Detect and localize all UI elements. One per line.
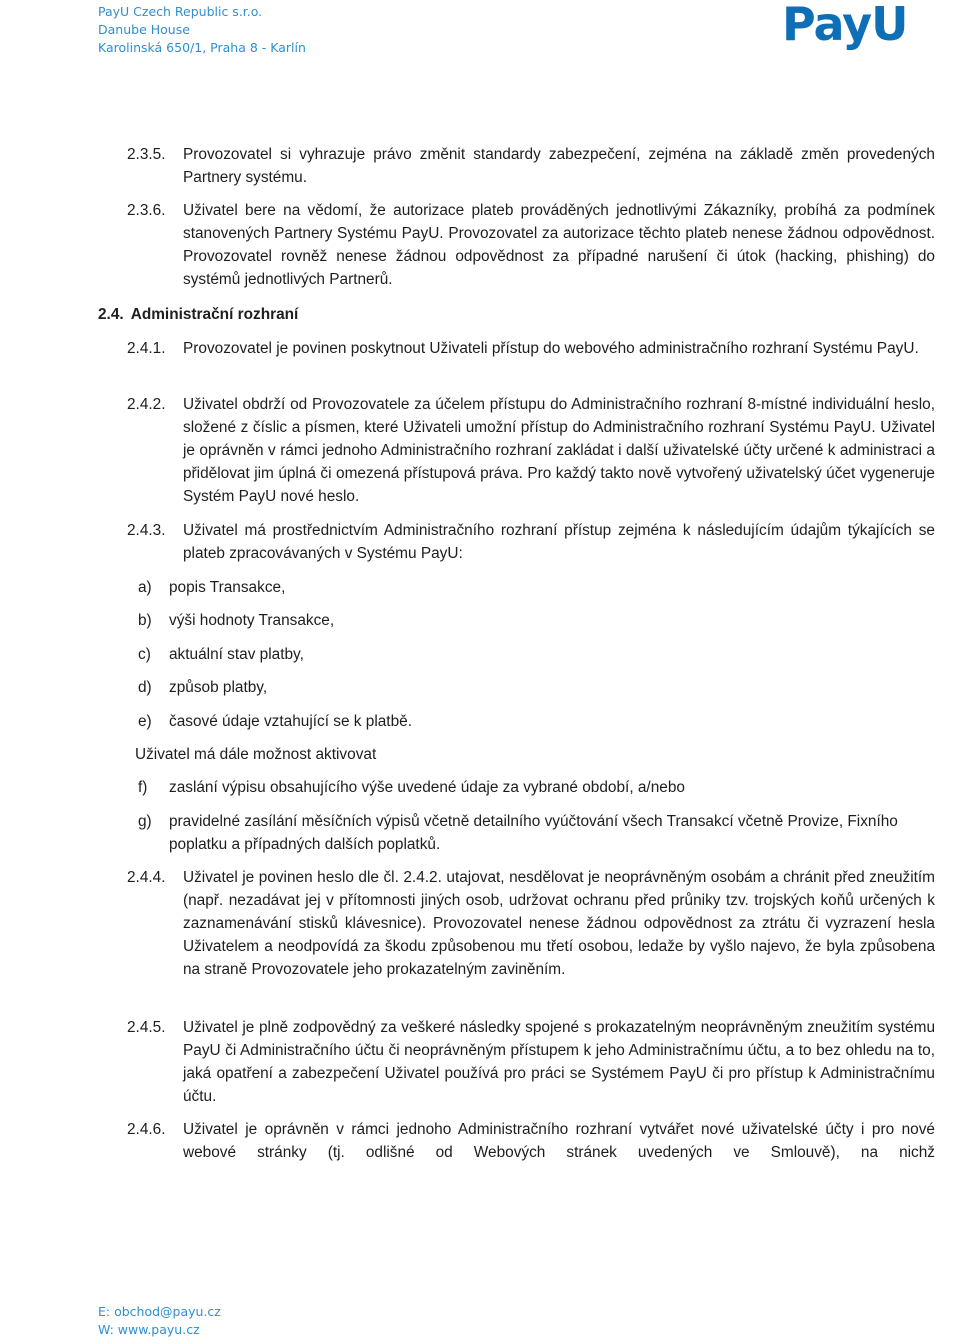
section-2-4-3 (127, 519, 935, 565)
section-text: Uživatel je plně zodpovědný za veškeré následky spojené s prokazatelným neoprávněným zneužitím systému PayU či Administračního účtu či neoprávněným přístupem k jeho Administračnímu účtu, a to bez ohledu na to, jaká opatření a zabezpečení Uživatel používá pro práci se Systémem PayU či pro přístup k Administračnímu účtu. (183, 1019, 935, 1105)
list-item (138, 810, 935, 856)
list-text: časové údaje vztahující se k platbě. (169, 713, 412, 730)
company-building: Danube House (98, 22, 190, 37)
heading-title: Administrační rozhraní (130, 306, 299, 323)
list-item (138, 776, 935, 799)
list-text: popis Transakce, (169, 579, 286, 596)
list-item (138, 576, 935, 599)
list-label: a) (138, 579, 152, 596)
section-heading-2-4 (98, 303, 298, 326)
list-label: c) (138, 646, 151, 663)
section-number: 2.4.5. (127, 1019, 166, 1036)
section-text: Uživatel má prostřednictvím Administračního rozhraní přístup zejména k následujícím údajům týkajících se plateb zpracovávaných v Systému PayU: (183, 522, 935, 562)
section-text: Provozovatel je povinen poskytnout Uživateli přístup do webového administračního rozhraní Systému PayU. (183, 340, 919, 357)
section-text: Uživatel bere na vědomí, že autorizace plateb prováděných jednotlivými Zákazníky, probíhá za podmínek stanovených Partnery Systému PayU. Provozovatel za autorizace těchto plateb nenese žádnou odpovědnost. Provozovatel rovněž nenese žádnou odpovědnost za případné narušení či útok (hacking, phishing) do systémů jednotlivých Partnerů. (183, 202, 935, 288)
section-number: 2.4.1. (127, 340, 166, 357)
company-street: Karolinská 650/1, Praha 8 - Karlín (98, 40, 306, 55)
activation-intro: Uživatel má dále možnost aktivovat (135, 746, 377, 763)
list-item (138, 676, 935, 699)
section-number: 2.3.5. (127, 146, 166, 163)
footer-email: E: obchod@payu.cz (98, 1304, 221, 1319)
heading-number: 2.4. (98, 306, 124, 323)
section-2-3-5 (127, 143, 935, 189)
list-label: f) (138, 779, 148, 796)
payu-logo-graphic (780, 2, 956, 50)
section-2-4-6 (127, 1118, 935, 1164)
section-number: 2.3.6. (127, 202, 166, 219)
company-name: PayU Czech Republic s.r.o. (98, 4, 263, 19)
section-number: 2.4.6. (127, 1121, 166, 1138)
logo-text: PayU (782, 2, 908, 50)
section-text: Uživatel je oprávněn v rámci jednoho Administračního rozhraní vytvářet nové uživatelské účty i pro nové webové stránky (tj. odlišné od Webových stránek uvedených ve Smlouvě), na nichž (183, 1121, 935, 1161)
list-text: zaslání výpisu obsahujícího výše uvedené údaje za vybrané období, a/nebo (169, 779, 685, 796)
company-address (98, 3, 306, 57)
section-text: Provozovatel si vyhrazuje právo změnit standardy zabezpečení, zejména na základě změn provedených Partnery systému. (183, 146, 935, 186)
list-text: způsob platby, (169, 679, 268, 696)
list-text: aktuální stav platby, (169, 646, 304, 663)
payu-logo (780, 2, 956, 55)
list-text: pravidelné zasílání měsíčních výpisů včetně detailního vyúčtování všech Transakcí včetně Provize, Fixního poplatku a případných dalších poplatků. (169, 813, 898, 853)
section-number: 2.4.3. (127, 522, 166, 539)
section-2-4-5 (127, 1016, 935, 1108)
section-number: 2.4.4. (127, 869, 166, 886)
section-2-4-2 (127, 393, 935, 508)
list-item (138, 710, 935, 733)
list-label: e) (138, 713, 152, 730)
list-text: výši hodnoty Transakce, (169, 612, 335, 629)
list-label: b) (138, 612, 152, 629)
section-2-4-1 (127, 337, 935, 360)
section-2-3-6 (127, 199, 935, 291)
list-item (138, 643, 935, 666)
section-text: Uživatel obdrží od Provozovatele za účelem přístupu do Administračního rozhraní 8-místné individuální heslo, složené z číslic a písmen, které Uživateli umožní přístup do Administračního rozhraní Systému PayU. Uživatel je oprávněn v rámci jednoho Administračního rozhraní zakládat i další uživatelské účty určené k administraci a přidělovat jim úplná či omezená přístupová práva. Pro každý takto nově vytvořený uživatelský účet vygeneruje Systém PayU nové heslo. (183, 396, 935, 505)
list-label: d) (138, 679, 152, 696)
section-text: Uživatel je povinen heslo dle čl. 2.4.2. utajovat, nesdělovat je neoprávněným osobám a chránit před zneužitím (např. nezadávat jej v přítomnosti jiných osob, udržovat ochranu před průniky tzv. trojských koňů určených k zaznamenávání stisků klávesnice). Provozovatel nenese žádnou odpovědnost za ztrátu či vyzrazení hesla Uživatelem a neodpovídá za škodu způsobenou mu třetí osobou, ledaže by vyšlo najevo, že byla způsobena na straně Provozovatele jeho prokazatelným zaviněním. (183, 869, 935, 978)
section-number: 2.4.2. (127, 396, 166, 413)
section-2-4-4 (127, 866, 935, 981)
footer-web: W: www.payu.cz (98, 1322, 200, 1337)
list-label: g) (138, 813, 152, 830)
list-item (138, 609, 935, 632)
footer-contact (98, 1303, 221, 1339)
